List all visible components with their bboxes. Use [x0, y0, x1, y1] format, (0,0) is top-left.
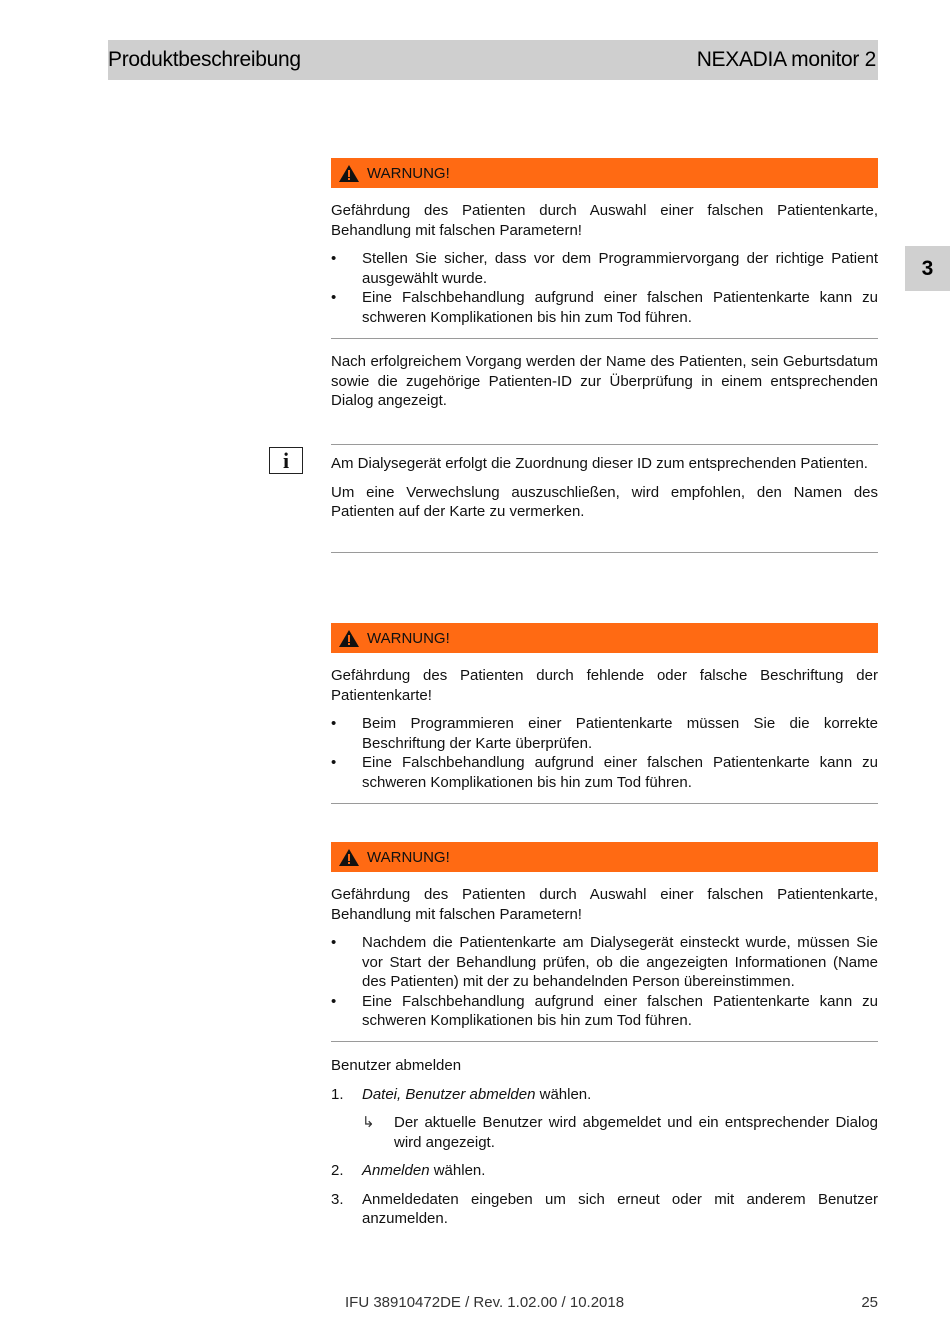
- divider: [331, 444, 878, 445]
- chapter-tab: 3: [905, 246, 950, 291]
- result-arrow-icon: ↳: [362, 1114, 375, 1131]
- info-note: [331, 454, 878, 522]
- body-paragraph: Nach erfolgreichem Vorgang werden der Name des Patienten, sein Geburtsdatum sowie die zugehörige Patienten-ID zur Überprüfung in einem entsprechenden Dialog angezeigt.: [331, 353, 878, 409]
- warning-triangle-icon: [339, 165, 359, 182]
- warning-label: WARNUNG!: [367, 629, 450, 647]
- divider: [331, 552, 878, 553]
- product-title: NEXADIA monitor 2: [696, 48, 876, 71]
- step-item: 3. Anmeldedaten eingeben um sich erneut oder mit anderem Benutzer anzumelden.: [331, 1190, 878, 1227]
- warning-triangle-icon: [339, 630, 359, 647]
- list-item: • Eine Falschbehandlung aufgrund einer falschen Patientenkarte kann zu schweren Komplikationen bis hin zum Tod führen.: [331, 754, 878, 791]
- menu-path: Datei, Benutzer abmelden: [362, 1085, 536, 1103]
- step-item: 1. Datei, Benutzer abmelden wählen.: [331, 1085, 592, 1103]
- warning-text: Gefährdung des Patienten durch fehlende oder falsche Beschriftung der Patientenkarte!: [331, 667, 878, 704]
- document-reference: IFU 38910472DE / Rev. 1.02.00 / 10.2018: [345, 1294, 625, 1311]
- page-header: [108, 40, 878, 80]
- warning-bar: [331, 158, 878, 188]
- warning-bullets: [331, 249, 878, 327]
- warning-text: Gefährdung des Patienten durch Auswahl einer falschen Patientenkarte, Behandlung mit falschen Parametern!: [331, 202, 878, 239]
- step-result: ↳ Der aktuelle Benutzer wird abgemeldet und ein entsprechender Dialog wird angezeigt.: [362, 1114, 878, 1151]
- divider: [331, 338, 878, 339]
- warning-bullets: [331, 933, 878, 1031]
- warning-label: WARNUNG!: [367, 848, 450, 866]
- divider: [331, 1041, 878, 1042]
- warning-block-3: [331, 842, 878, 1031]
- warning-block-2: [331, 623, 878, 792]
- warning-triangle-icon: [339, 849, 359, 866]
- warning-label: WARNUNG!: [367, 164, 450, 182]
- list-item: • Eine Falschbehandlung aufgrund einer falschen Patientenkarte kann zu schweren Komplikationen bis hin zum Tod führen.: [331, 289, 878, 326]
- steps-list: [331, 1161, 878, 1229]
- warning-bullets: [331, 714, 878, 792]
- warning-block-1: [331, 158, 878, 327]
- warning-bar: [331, 623, 878, 653]
- step-item: 2. Anmelden wählen.: [331, 1162, 486, 1179]
- list-item: • Stellen Sie sicher, dass vor dem Programmiervorgang der richtige Patient ausgewählt wurde.: [331, 250, 878, 287]
- info-text-2: Um eine Verwechslung auszuschließen, wird empfohlen, den Namen des Patienten auf der Karte zu vermerken.: [331, 483, 878, 520]
- info-icon: i: [269, 447, 303, 474]
- logout-section: [331, 1056, 878, 1229]
- page-number: 25: [861, 1294, 878, 1311]
- section-title: Produktbeschreibung: [108, 48, 301, 71]
- steps-list: [331, 1085, 878, 1105]
- list-item: • Nachdem die Patientenkarte am Dialysegerät einsteckt wurde, müssen Sie vor Start der Behandlung prüfen, ob die angezeigten Informationen (Name des Patienten) mit der zu behandelnden Person übereinstimmen.: [331, 934, 878, 990]
- menu-path: Anmelden: [362, 1162, 430, 1179]
- warning-bar: [331, 842, 878, 872]
- section-heading: Benutzer abmelden: [331, 1057, 462, 1074]
- divider: [331, 803, 878, 804]
- list-item: • Beim Programmieren einer Patientenkarte müssen Sie die korrekte Beschriftung der Karte überprüfen.: [331, 715, 878, 752]
- list-item: • Eine Falschbehandlung aufgrund einer falschen Patientenkarte kann zu schweren Komplikationen bis hin zum Tod führen.: [331, 992, 878, 1029]
- warning-text: Gefährdung des Patienten durch Auswahl einer falschen Patientenkarte, Behandlung mit falschen Parametern!: [331, 886, 878, 923]
- info-text-1: Am Dialysegerät erfolgt die Zuordnung dieser ID zum entsprechenden Patienten.: [331, 455, 868, 472]
